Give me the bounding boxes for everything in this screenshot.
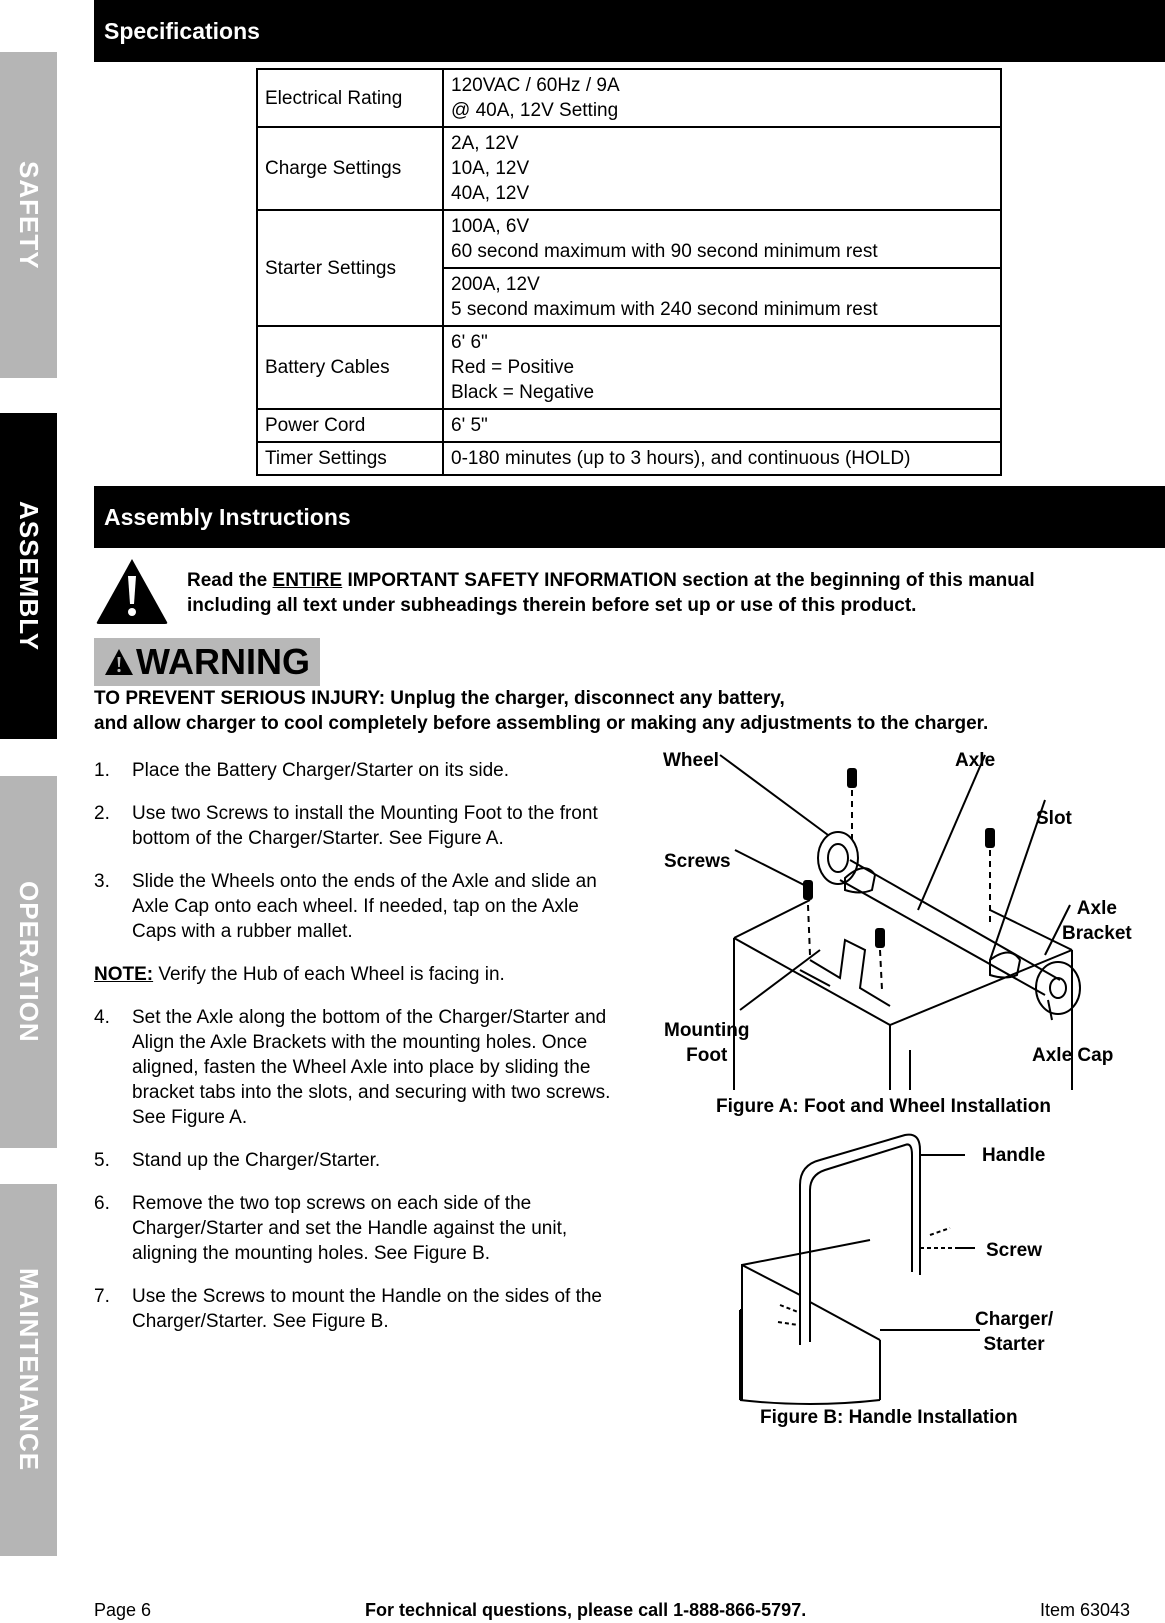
list-item (94, 801, 624, 851)
step-number: 4. (94, 1007, 110, 1028)
spec-value (443, 409, 1001, 442)
assembly-steps (94, 758, 624, 1352)
spec-label: Power Cord (257, 409, 443, 442)
label-screws: Screws (664, 851, 731, 872)
page-number: Page 6 (94, 1600, 152, 1620)
warning-triangle-icon (94, 556, 170, 626)
spec-line: 6' 6" (451, 332, 488, 353)
note-text: Verify the Hub of each Wheel is facing in. (153, 964, 505, 985)
warning-line: and allow charger to cool completely before assembling or making any adjustments to the charger. (94, 713, 989, 734)
safety-notice (187, 568, 1107, 618)
item-number: Item 63043 (1040, 1600, 1131, 1620)
label-line: Bracket (1062, 923, 1132, 944)
side-tab-label: ASSEMBLY (14, 500, 44, 652)
side-tab-label: OPERATION (14, 881, 44, 1043)
label-line: Starter (983, 1334, 1045, 1355)
step-text: Stand up the Charger/Starter. (132, 1150, 381, 1171)
figure-b-diagram (720, 1130, 1020, 1405)
spec-label: Electrical Rating (257, 69, 443, 127)
table-row (257, 409, 1001, 442)
label-line: Foot (686, 1045, 728, 1066)
step-number: 2. (94, 803, 110, 824)
side-tab-maintenance[interactable] (0, 1184, 57, 1556)
figure-a-caption: Figure A: Foot and Wheel Installation (716, 1096, 1051, 1117)
label-handle: Handle (982, 1145, 1046, 1166)
side-tab-operation[interactable] (0, 776, 57, 1148)
label-charger-starter (975, 1307, 1053, 1357)
spec-line: @ 40A, 12V Setting (451, 100, 619, 121)
side-tab-label: MAINTENANCE (14, 1268, 44, 1472)
label-axle: Axle (955, 750, 996, 771)
spec-value (443, 69, 1001, 127)
spec-value (443, 326, 1001, 409)
warning-line: TO PREVENT SERIOUS INJURY: Unplug the charger, disconnect any battery, (94, 688, 785, 709)
spec-value (443, 210, 1001, 268)
label-axle-bracket (1062, 896, 1132, 946)
spec-label: Charge Settings (257, 127, 443, 210)
spec-line: 40A, 12V (451, 183, 530, 204)
warning-badge-icon (104, 648, 134, 676)
label-wheel: Wheel (663, 750, 719, 771)
table-row (257, 210, 1001, 268)
list-item (94, 1148, 624, 1173)
spec-line: 6' 5" (451, 415, 488, 436)
side-tab-safety[interactable] (0, 52, 57, 378)
list-item (94, 1284, 624, 1334)
warning-badge (94, 638, 320, 686)
spec-line: 2A, 12V (451, 133, 519, 154)
spec-line: 60 second maximum with 90 second minimum rest (451, 241, 878, 262)
table-row (257, 127, 1001, 210)
note-label: NOTE: (94, 964, 154, 985)
list-item (94, 1005, 624, 1130)
label-mounting-foot (664, 1018, 749, 1068)
warning-label: WARNING (136, 641, 310, 682)
step-number: 1. (94, 760, 110, 781)
spec-line: Black = Negative (451, 382, 595, 403)
label-line: Mounting (664, 1020, 750, 1041)
table-row (257, 69, 1001, 127)
step-text: Slide the Wheels onto the ends of the Axle and slide an Axle Cap onto each wheel. If needed, tap on the Axle Caps with a rubber mallet. (132, 871, 597, 942)
step-text: Use the Screws to mount the Handle on the sides of the Charger/Starter. See Figure B. (132, 1286, 602, 1332)
step-text: Set the Axle along the bottom of the Charger/Starter and Align the Axle Brackets with the mounting holes. Once aligned, fasten the Wheel Axle into place by sliding the bracket tabs into the slots, and securing with two screws. See Figure A. (132, 1007, 611, 1128)
step-number: 3. (94, 871, 110, 892)
spec-label: Timer Settings (257, 442, 443, 475)
notice-emphasis: ENTIRE (272, 570, 343, 591)
spec-line: 0-180 minutes (up to 3 hours), and continuous (HOLD) (451, 448, 911, 469)
spec-line: 5 second maximum with 240 second minimum rest (451, 299, 878, 320)
side-tab-label: SAFETY (14, 160, 44, 270)
spec-value (443, 442, 1001, 475)
spec-value (443, 127, 1001, 210)
label-axle-cap: Axle Cap (1032, 1045, 1114, 1066)
table-row (257, 442, 1001, 475)
list-item (94, 1191, 624, 1266)
spec-label: Battery Cables (257, 326, 443, 409)
label-screw: Screw (986, 1240, 1042, 1261)
spec-label: Starter Settings (257, 210, 443, 326)
figure-b-caption: Figure B: Handle Installation (760, 1407, 1018, 1428)
contact-info: For technical questions, please call 1-888-866-5797. (365, 1600, 807, 1620)
warning-text (94, 686, 1154, 736)
spec-line: 120VAC / 60Hz / 9A (451, 75, 620, 96)
note (94, 962, 624, 987)
spec-line: Red = Positive (451, 357, 575, 378)
list-item (94, 758, 624, 783)
step-number: 7. (94, 1286, 110, 1307)
list-item (94, 869, 624, 944)
spec-line: 200A, 12V (451, 274, 540, 295)
notice-text: IMPORTANT SAFETY INFORMATION section at the beginning of this manual including all text under subheadings therein before set up or use of this product. (187, 570, 1035, 616)
step-number: 6. (94, 1193, 110, 1214)
assembly-header: Assembly Instructions (94, 486, 1165, 548)
specifications-header: Specifications (94, 0, 1165, 62)
step-text: Place the Battery Charger/Starter on its side. (132, 760, 510, 781)
label-line: Charger/ (975, 1309, 1054, 1330)
label-slot: Slot (1036, 808, 1072, 829)
step-text: Use two Screws to install the Mounting Foot to the front bottom of the Charger/Starter. See Figure A. (132, 803, 598, 849)
label-line: Axle (1076, 898, 1117, 919)
step-text: Remove the two top screws on each side of the Charger/Starter and set the Handle against the unit, aligning the mounting holes. See Figure B. (132, 1193, 568, 1264)
notice-text: Read the (187, 570, 273, 591)
table-row (257, 326, 1001, 409)
specifications-table (256, 68, 1002, 476)
spec-value (443, 268, 1001, 326)
spec-line: 10A, 12V (451, 158, 530, 179)
side-tab-assembly[interactable] (0, 413, 57, 739)
spec-line: 100A, 6V (451, 216, 530, 237)
step-number: 5. (94, 1150, 110, 1171)
